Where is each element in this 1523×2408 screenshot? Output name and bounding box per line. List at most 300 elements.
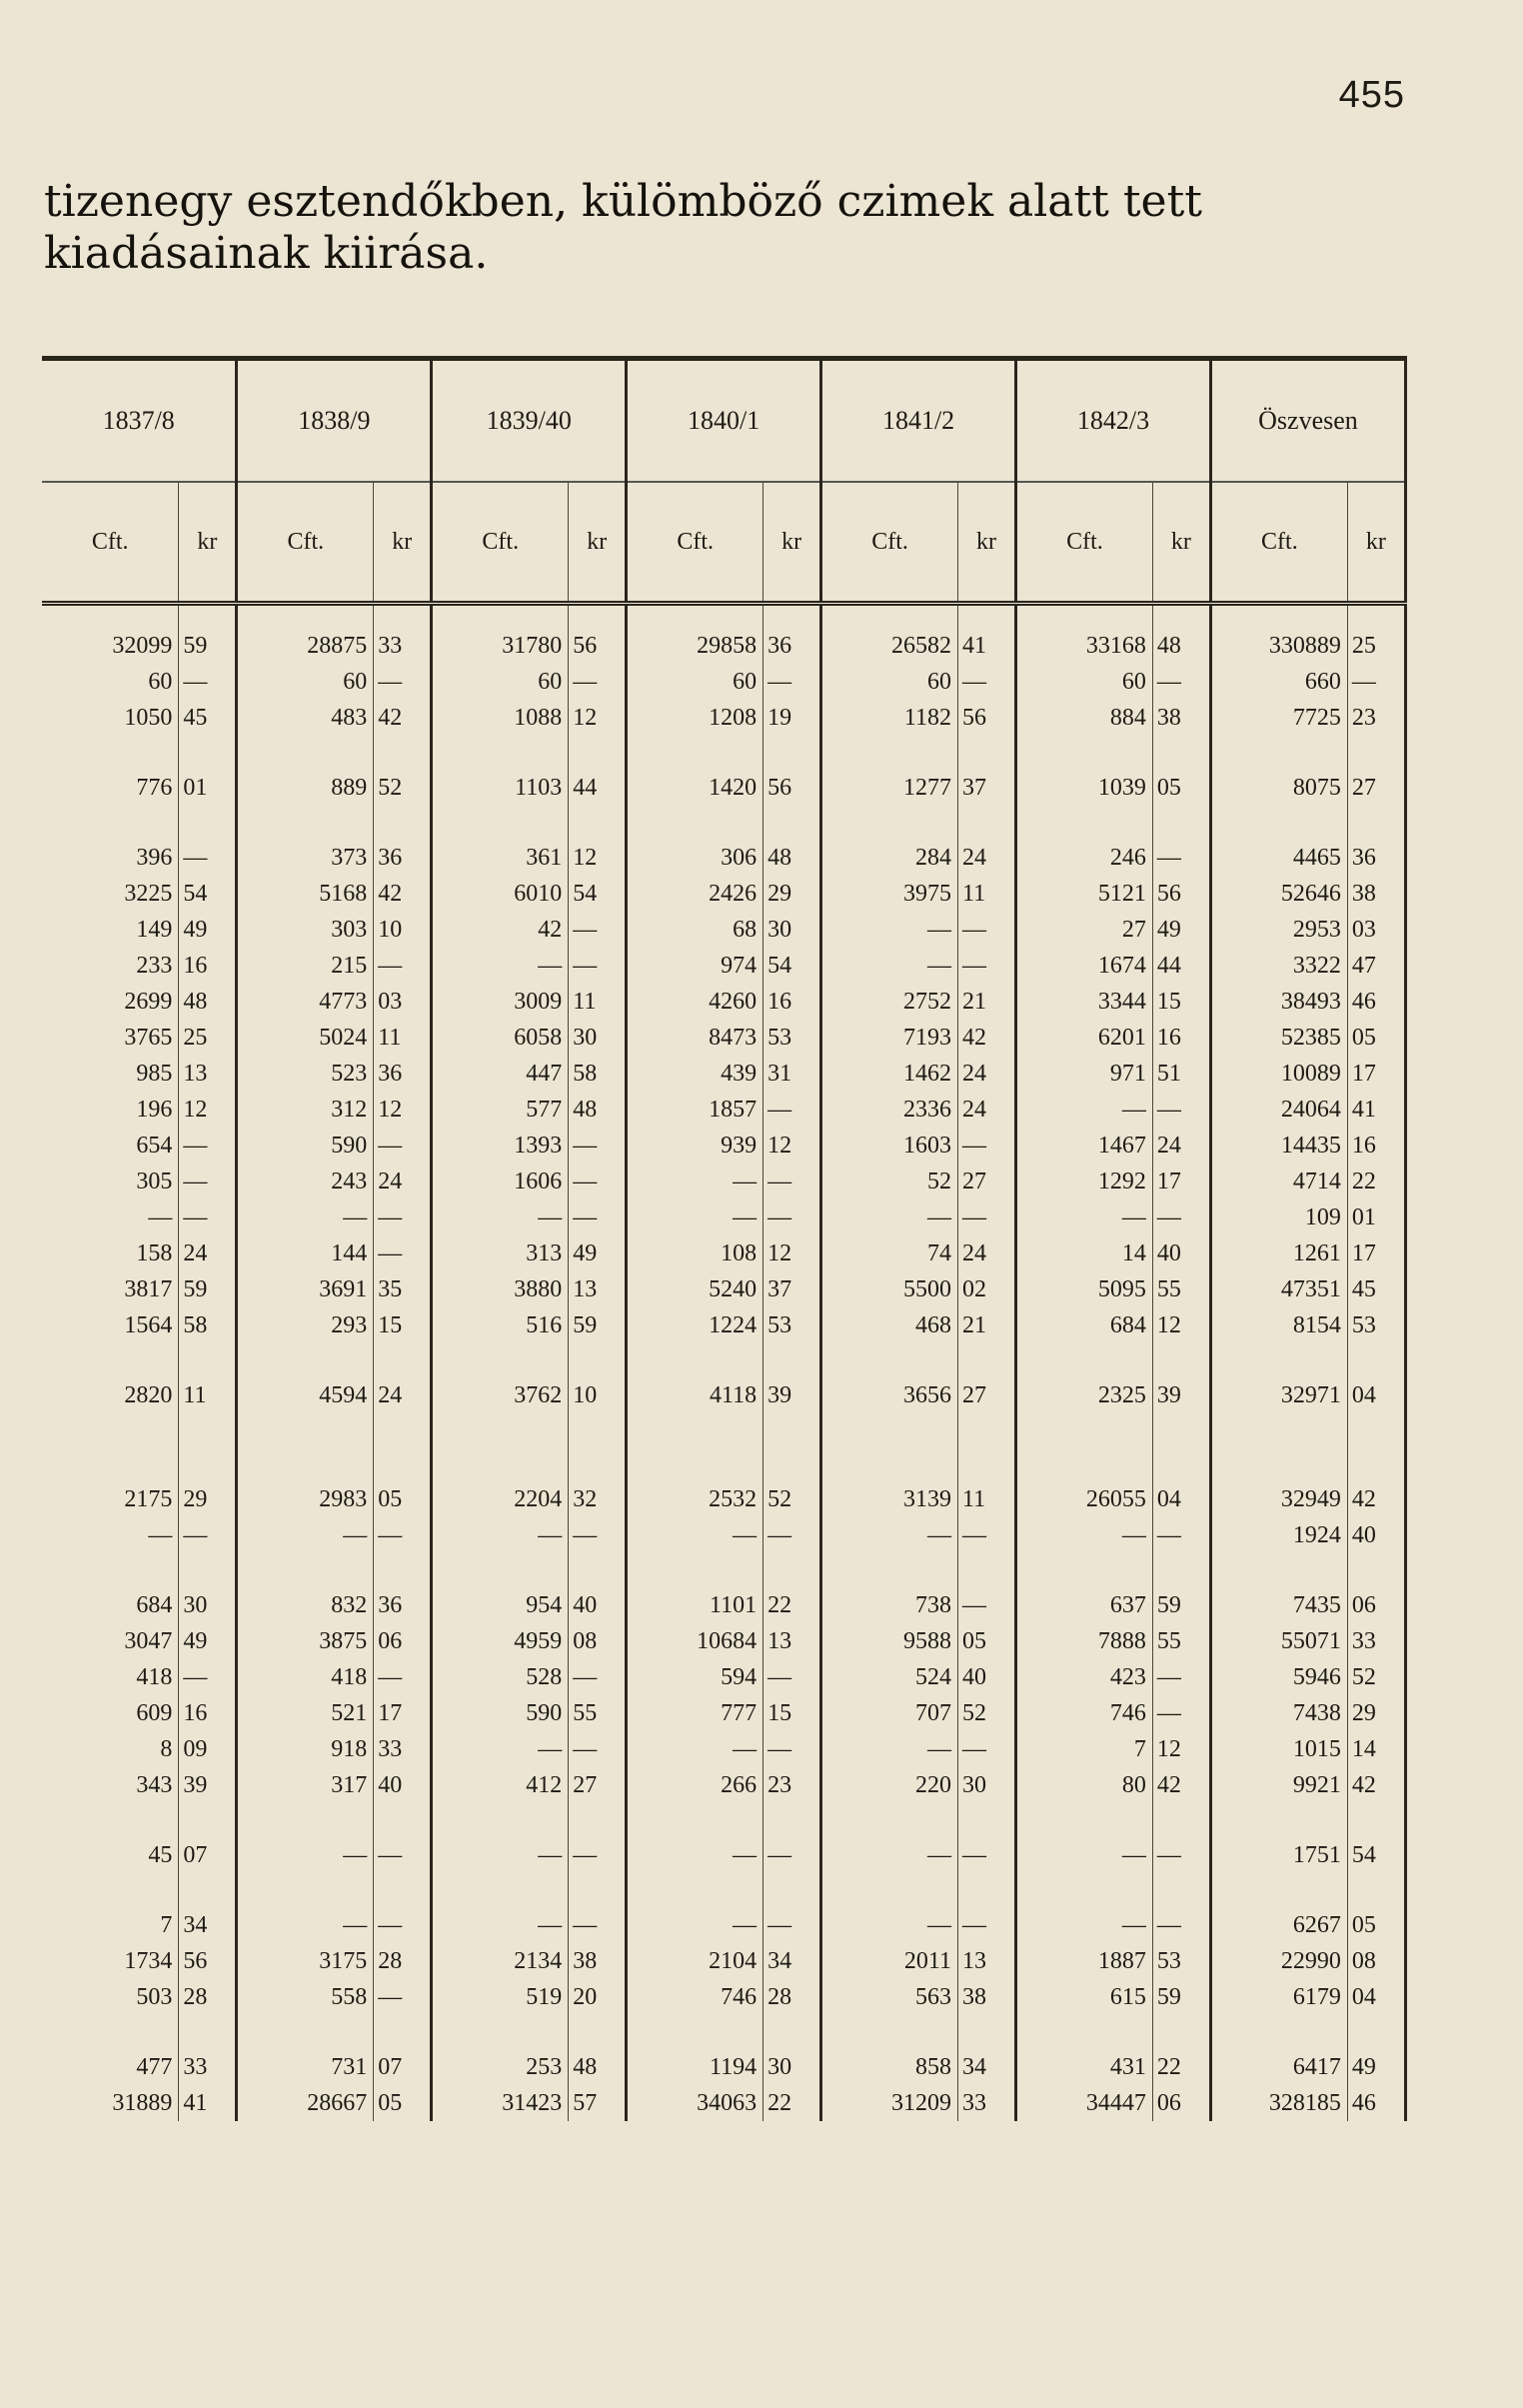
kr-cell: — (569, 1200, 627, 1235)
table-row (42, 1200, 1406, 1235)
kr-cell: — (569, 1731, 627, 1767)
kr-cell: 22 (1152, 2049, 1210, 2085)
cft-cell: 1393 (432, 1128, 569, 1164)
kr-cell: 22 (763, 2085, 821, 2121)
kr-cell: 49 (569, 1235, 627, 1271)
empty-cell (432, 1873, 569, 1907)
empty-cell (569, 736, 627, 770)
cft-cell: 9921 (1210, 1767, 1347, 1803)
empty-cell (1152, 1553, 1210, 1587)
cft-cell: 3765 (42, 1020, 179, 1056)
cft-cell: 2820 (42, 1377, 179, 1413)
empty-cell (237, 1803, 374, 1837)
empty-cell (627, 2015, 763, 2049)
kr-cell: 12 (569, 840, 627, 876)
cft-cell: 4260 (627, 984, 763, 1020)
kr-cell: 11 (374, 1020, 432, 1056)
empty-cell (763, 1413, 821, 1447)
kr-cell: 12 (374, 1092, 432, 1128)
kr-cell: 16 (1347, 1128, 1405, 1164)
cft-cell: 609 (42, 1695, 179, 1731)
cft-cell: 418 (42, 1659, 179, 1695)
kr-cell: 38 (1347, 876, 1405, 912)
cft-cell: 654 (42, 1128, 179, 1164)
kr-cell: — (179, 1659, 237, 1695)
kr-cell: 47 (1347, 948, 1405, 984)
empty-cell (1347, 1447, 1405, 1481)
cft-cell: — (627, 1517, 763, 1553)
cft-cell: — (821, 912, 958, 948)
empty-cell (763, 1803, 821, 1837)
empty-cell (1016, 1413, 1153, 1447)
cft-cell: 738 (821, 1587, 958, 1623)
table-row (42, 2085, 1406, 2121)
cft-cell: 1606 (432, 1164, 569, 1200)
kr-cell: 30 (179, 1587, 237, 1623)
cft-cell: 8 (42, 1731, 179, 1767)
cft-cell: 832 (237, 1587, 374, 1623)
cft-cell: 2011 (821, 1943, 958, 1979)
cft-cell: — (432, 948, 569, 984)
table-row (42, 984, 1406, 1020)
kr-cell: — (179, 1200, 237, 1235)
cft-cell: 1734 (42, 1943, 179, 1979)
cft-cell: 684 (42, 1587, 179, 1623)
kr-cell: — (569, 1837, 627, 1873)
empty-cell (1152, 1447, 1210, 1481)
kr-cell: — (763, 1731, 821, 1767)
page-number: 455 (1338, 74, 1405, 116)
table-row (42, 1731, 1406, 1767)
empty-cell (627, 1343, 763, 1377)
kr-cell: 20 (569, 1979, 627, 2015)
cft-cell: 8075 (1210, 770, 1347, 806)
kr-cell: 40 (374, 1767, 432, 1803)
kr-cell: — (958, 664, 1016, 700)
year-header: 1837/8 (42, 361, 237, 482)
empty-cell (432, 806, 569, 840)
kr-header: kr (1152, 482, 1210, 604)
kr-cell: 11 (958, 876, 1016, 912)
cft-cell: 439 (627, 1056, 763, 1092)
cft-cell: 776 (42, 770, 179, 806)
kr-cell: 55 (1152, 1623, 1210, 1659)
kr-cell: — (763, 1200, 821, 1235)
empty-cell (42, 736, 179, 770)
table-row (42, 1128, 1406, 1164)
empty-cell (1152, 1803, 1210, 1837)
cft-cell: — (237, 1517, 374, 1553)
cft-cell: 684 (1016, 1307, 1153, 1343)
kr-cell: — (569, 948, 627, 984)
kr-cell: 46 (1347, 984, 1405, 1020)
table-row (42, 1659, 1406, 1695)
empty-cell (1152, 806, 1210, 840)
cft-cell: 2175 (42, 1481, 179, 1517)
empty-cell (237, 1447, 374, 1481)
kr-cell: 52 (763, 1481, 821, 1517)
kr-header: kr (374, 482, 432, 604)
cft-cell: 361 (432, 840, 569, 876)
cft-cell: 5240 (627, 1271, 763, 1307)
table-row (42, 1271, 1406, 1307)
kr-cell: 25 (1347, 628, 1405, 664)
kr-cell: 42 (1152, 1767, 1210, 1803)
empty-cell (958, 736, 1016, 770)
cft-cell: 2134 (432, 1943, 569, 1979)
cft-cell: 1887 (1016, 1943, 1153, 1979)
kr-cell: 52 (958, 1695, 1016, 1731)
kr-cell: — (374, 1517, 432, 1553)
kr-cell: 07 (179, 1837, 237, 1873)
cft-header: Cft. (237, 482, 374, 604)
empty-cell (432, 736, 569, 770)
cft-cell: 1674 (1016, 948, 1153, 984)
cft-cell: 27 (1016, 912, 1153, 948)
kr-cell: 42 (374, 700, 432, 736)
table-row (42, 876, 1406, 912)
kr-cell: 24 (958, 1092, 1016, 1128)
kr-cell: 07 (374, 2049, 432, 2085)
kr-cell: 17 (1347, 1056, 1405, 1092)
cft-cell: 1039 (1016, 770, 1153, 806)
empty-cell (1210, 1447, 1347, 1481)
empty-cell (1152, 736, 1210, 770)
year-header: 1838/9 (237, 361, 432, 482)
kr-cell: — (763, 1837, 821, 1873)
kr-cell: 37 (958, 770, 1016, 806)
cft-cell: — (432, 1200, 569, 1235)
empty-cell (1016, 2015, 1153, 2049)
kr-cell: — (179, 1164, 237, 1200)
cft-cell: 1751 (1210, 1837, 1347, 1873)
cft-cell: 5024 (237, 1020, 374, 1056)
kr-cell: — (374, 1659, 432, 1695)
cft-cell: 305 (42, 1164, 179, 1200)
kr-cell: 41 (958, 628, 1016, 664)
empty-cell (1016, 1553, 1153, 1587)
cft-cell: 423 (1016, 1659, 1153, 1695)
empty-cell (821, 1553, 958, 1587)
kr-cell: — (763, 664, 821, 700)
kr-cell: 36 (374, 1056, 432, 1092)
cft-cell: 6179 (1210, 1979, 1347, 2015)
cft-cell: 80 (1016, 1767, 1153, 1803)
empty-cell (179, 1553, 237, 1587)
kr-cell: 12 (763, 1235, 821, 1271)
empty-cell (569, 1343, 627, 1377)
cft-cell: 60 (432, 664, 569, 700)
kr-cell: 48 (569, 2049, 627, 2085)
cft-cell: 284 (821, 840, 958, 876)
kr-cell: 39 (1152, 1377, 1210, 1413)
cft-cell: 3175 (237, 1943, 374, 1979)
kr-cell: 32 (569, 1481, 627, 1517)
cft-cell: 144 (237, 1235, 374, 1271)
kr-cell: — (763, 1164, 821, 1200)
cft-header: Cft. (1016, 482, 1153, 604)
kr-cell: 24 (374, 1377, 432, 1413)
cft-cell: — (1016, 1907, 1153, 1943)
cft-cell: 31209 (821, 2085, 958, 2121)
empty-cell (1210, 806, 1347, 840)
kr-cell: — (569, 1659, 627, 1695)
kr-cell: 09 (179, 1731, 237, 1767)
cft-cell: — (42, 1200, 179, 1235)
cft-cell: 32099 (42, 628, 179, 664)
cft-cell: 483 (237, 700, 374, 736)
kr-cell: — (374, 1979, 432, 2015)
cft-cell: 1924 (1210, 1517, 1347, 1553)
empty-cell (237, 736, 374, 770)
cft-cell: 971 (1016, 1056, 1153, 1092)
empty-cell (569, 1873, 627, 1907)
kr-cell: — (1152, 1837, 1210, 1873)
empty-cell (374, 1803, 432, 1837)
empty-cell (179, 1343, 237, 1377)
kr-cell: 53 (763, 1020, 821, 1056)
table-row (42, 1767, 1406, 1803)
kr-cell: 27 (569, 1767, 627, 1803)
kr-header: kr (958, 482, 1016, 604)
total-header: Öszvesen (1210, 361, 1405, 482)
cft-cell: — (432, 1731, 569, 1767)
kr-cell: 41 (179, 2085, 237, 2121)
kr-cell: 11 (569, 984, 627, 1020)
empty-cell (958, 1873, 1016, 1907)
kr-cell: 30 (958, 1767, 1016, 1803)
cft-cell: 3880 (432, 1271, 569, 1307)
cft-cell: 4594 (237, 1377, 374, 1413)
cft-cell: 7 (42, 1907, 179, 1943)
kr-cell: 49 (1152, 912, 1210, 948)
kr-cell: — (1152, 1659, 1210, 1695)
kr-cell: 39 (179, 1767, 237, 1803)
cft-cell: 313 (432, 1235, 569, 1271)
kr-cell: 05 (958, 1623, 1016, 1659)
empty-cell (821, 1343, 958, 1377)
kr-cell: 42 (374, 876, 432, 912)
kr-cell: 10 (374, 912, 432, 948)
cft-cell: 707 (821, 1695, 958, 1731)
cft-cell: 3344 (1016, 984, 1153, 1020)
kr-cell: — (1347, 664, 1405, 700)
empty-cell (1347, 1343, 1405, 1377)
kr-cell: 45 (179, 700, 237, 736)
spacer-row (42, 1553, 1406, 1587)
cft-cell: 3817 (42, 1271, 179, 1307)
cft-cell: 939 (627, 1128, 763, 1164)
kr-cell: 27 (958, 1164, 1016, 1200)
cft-cell: 590 (237, 1128, 374, 1164)
cft-cell: — (1016, 1200, 1153, 1235)
kr-cell: 29 (763, 876, 821, 912)
year-header: 1839/40 (432, 361, 627, 482)
cft-cell: — (821, 1907, 958, 1943)
cft-cell: 7888 (1016, 1623, 1153, 1659)
cft-cell: 215 (237, 948, 374, 984)
cft-cell: 60 (42, 664, 179, 700)
cft-cell: 3975 (821, 876, 958, 912)
kr-cell: 22 (1347, 1164, 1405, 1200)
kr-cell: 11 (179, 1377, 237, 1413)
empty-cell (1347, 1413, 1405, 1447)
cft-cell: — (821, 1731, 958, 1767)
cft-cell: 2953 (1210, 912, 1347, 948)
cft-cell: — (1016, 1837, 1153, 1873)
cft-cell: 24064 (1210, 1092, 1347, 1128)
spacer-row (42, 1873, 1406, 1907)
table-row (42, 1164, 1406, 1200)
kr-cell: 03 (374, 984, 432, 1020)
kr-cell: — (1152, 1517, 1210, 1553)
kr-cell: 52 (374, 770, 432, 806)
cft-cell: 396 (42, 840, 179, 876)
kr-cell: — (763, 1517, 821, 1553)
cft-cell: 3225 (42, 876, 179, 912)
kr-cell: 05 (1347, 1907, 1405, 1943)
cft-cell: 1467 (1016, 1128, 1153, 1164)
cft-cell: 52646 (1210, 876, 1347, 912)
kr-cell: 17 (1152, 1164, 1210, 1200)
kr-cell: 59 (569, 1307, 627, 1343)
kr-cell: 48 (569, 1092, 627, 1128)
empty-cell (763, 736, 821, 770)
kr-header: kr (763, 482, 821, 604)
empty-cell (763, 1447, 821, 1481)
kr-cell: 54 (763, 948, 821, 984)
cft-cell: 1292 (1016, 1164, 1153, 1200)
empty-cell (1210, 1413, 1347, 1447)
kr-cell: 05 (1347, 1020, 1405, 1056)
empty-cell (42, 2015, 179, 2049)
spacer-row (42, 1413, 1406, 1447)
kr-cell: — (958, 912, 1016, 948)
cft-cell: 1208 (627, 700, 763, 736)
cft-cell: 558 (237, 1979, 374, 2015)
empty-cell (42, 1803, 179, 1837)
cft-cell: 2325 (1016, 1377, 1153, 1413)
cft-cell: 2752 (821, 984, 958, 1020)
kr-cell: 59 (179, 1271, 237, 1307)
empty-cell (42, 1413, 179, 1447)
empty-cell (179, 1447, 237, 1481)
empty-cell (821, 1803, 958, 1837)
table-row (42, 1943, 1406, 1979)
cft-cell: 2204 (432, 1481, 569, 1517)
kr-cell: 56 (763, 770, 821, 806)
kr-cell: — (569, 1164, 627, 1200)
empty-cell (1152, 1343, 1210, 1377)
empty-cell (1016, 1343, 1153, 1377)
kr-cell: 05 (374, 1481, 432, 1517)
empty-cell (179, 1413, 237, 1447)
kr-cell: 55 (1152, 1271, 1210, 1307)
cft-cell: 32949 (1210, 1481, 1347, 1517)
cft-cell: 447 (432, 1056, 569, 1092)
cft-cell: — (237, 1837, 374, 1873)
cft-cell: 303 (237, 912, 374, 948)
cft-cell: 8154 (1210, 1307, 1347, 1343)
empty-cell (763, 806, 821, 840)
table-row (42, 1695, 1406, 1731)
kr-cell: 30 (569, 1020, 627, 1056)
kr-cell: 15 (1152, 984, 1210, 1020)
spacer-row (42, 1447, 1406, 1481)
cft-cell: 1420 (627, 770, 763, 806)
cft-cell: — (821, 1837, 958, 1873)
kr-cell: 29 (179, 1481, 237, 1517)
cft-cell: 6010 (432, 876, 569, 912)
cft-cell: — (627, 1907, 763, 1943)
empty-cell (374, 736, 432, 770)
kr-cell: 56 (958, 700, 1016, 736)
cft-cell: 9588 (821, 1623, 958, 1659)
empty-cell (763, 1873, 821, 1907)
empty-cell (958, 1553, 1016, 1587)
empty-cell (627, 736, 763, 770)
cft-cell: 7193 (821, 1020, 958, 1056)
cft-cell: — (237, 1907, 374, 1943)
empty-cell (237, 1413, 374, 1447)
empty-cell (1016, 1803, 1153, 1837)
table-row (42, 1020, 1406, 1056)
kr-cell: — (374, 1235, 432, 1271)
kr-cell: — (374, 948, 432, 984)
kr-cell: 12 (1152, 1307, 1210, 1343)
kr-cell: 13 (763, 1623, 821, 1659)
kr-cell: 56 (1152, 876, 1210, 912)
cft-cell: 3762 (432, 1377, 569, 1413)
kr-cell: 33 (374, 1731, 432, 1767)
empty-cell (237, 1553, 374, 1587)
kr-cell: 33 (958, 2085, 1016, 2121)
cft-cell: 2983 (237, 1481, 374, 1517)
kr-cell: 53 (1347, 1307, 1405, 1343)
table-body (42, 604, 1406, 2122)
kr-cell: 03 (1347, 912, 1405, 948)
cft-cell: 32971 (1210, 1377, 1347, 1413)
kr-cell: 28 (374, 1943, 432, 1979)
kr-cell: 11 (958, 1481, 1016, 1517)
cft-cell: 52 (821, 1164, 958, 1200)
spacer-row (42, 806, 1406, 840)
cft-cell: 31423 (432, 2085, 569, 2121)
empty-cell (627, 1803, 763, 1837)
kr-cell: 58 (569, 1056, 627, 1092)
kr-cell: — (374, 1907, 432, 1943)
kr-cell: — (1152, 664, 1210, 700)
cft-cell: 594 (627, 1659, 763, 1695)
cft-cell: — (432, 1837, 569, 1873)
cft-cell: 1103 (432, 770, 569, 806)
cft-cell: 3047 (42, 1623, 179, 1659)
kr-cell: — (179, 664, 237, 700)
cft-cell: 109 (1210, 1200, 1347, 1235)
kr-cell: 04 (1347, 1979, 1405, 2015)
kr-cell: 12 (569, 700, 627, 736)
kr-cell: 33 (179, 2049, 237, 2085)
kr-cell: 30 (763, 2049, 821, 2085)
cft-cell: 954 (432, 1587, 569, 1623)
empty-cell (374, 2015, 432, 2049)
cft-header: Cft. (42, 482, 179, 604)
cft-cell: — (627, 1731, 763, 1767)
cft-cell: 4714 (1210, 1164, 1347, 1200)
empty-cell (627, 1413, 763, 1447)
cft-cell: 2104 (627, 1943, 763, 1979)
cft-cell: 8473 (627, 1020, 763, 1056)
